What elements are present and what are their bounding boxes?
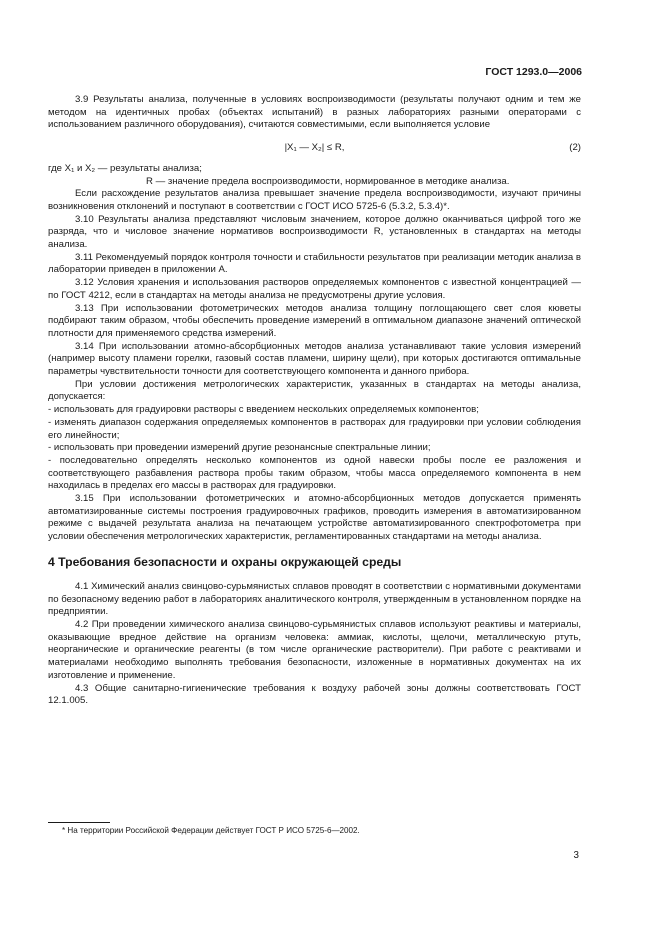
paragraph-4-1: 4.1 Химический анализ свинцово-сурьмянистых сплавов проводят в соответствии с нормативными документами по безопасному ведению работ в лабораториях аналитического контроля, утвержденным в установленном порядке на предприятии. <box>48 580 581 618</box>
document-header: ГОСТ 1293.0—2006 <box>485 66 582 78</box>
list-item: - использовать для градуировки растворы с введением нескольких определяемых компонентов; <box>48 404 479 416</box>
paragraph-3-12: 3.12 Условия хранения и использования растворов определяемых компонентов с известной концентрацией — по ГОСТ 4212, если в стандартах на методы анализа не предусмотрены другие условия. <box>48 277 581 301</box>
page-number: 3 <box>573 850 579 861</box>
formula-expression: |X₁ — X₂| ≤ R, <box>284 142 345 154</box>
paragraph-3-15: 3.15 При использовании фотометрических и атомно-абсорбционных методов допускается применять автоматизированные системы построения градуировочных графиков, проводить измерения в автоматизированном режиме с выдачей результата анализа на печатающем устройстве автоматизированного спектрофотометра при условии обеспечения метрологических характеристик, регламентированных стандартами на методы анализа. <box>48 493 581 543</box>
definition-x: где X₁ и X₂ — результаты анализа; <box>48 162 202 174</box>
paragraph-3-10: 3.10 Результаты анализа представляют числовым значением, которое должно оканчиваться цифрой того же разряда, что и числовое значение нормативов воспроизводимости R, установленных в стандартах на методы анализа. <box>48 213 581 251</box>
paragraph-3-11: 3.11 Рекомендуемый порядок контроля точности и стабильности результатов при реализации методик анализа в лаборатории приведен в приложении А. <box>48 251 581 276</box>
page-body <box>48 94 581 708</box>
section-4-title: 4 Требования безопасности и охраны окружающей среды <box>48 554 402 569</box>
footnote-divider <box>48 822 110 823</box>
paragraph-3-14: 3.14 При использовании атомно-абсорбционных методов анализа устанавливают такие условия измерений (например высоту пламени горелки, газовый состав пламени, ширину щели), при которых достигаются оптимальные параметры чувствительности точности для соответствующего компонента и данного прибора. <box>48 340 581 378</box>
list-item: - последовательно определять несколько компонентов из одной навески пробы после ее разложения и соответствующего разбавления раствора пробы таким образом, чтобы масса определяемого компонента в нем находилась в пределах его массы в растворах для градуировки. <box>48 454 581 492</box>
paragraph-3-14b: При условии достижения метрологических характеристик, указанных в стандартах на методы анализа, допускается: <box>48 378 581 403</box>
paragraph-4-2: 4.2 При проведении химического анализа свинцово-сурьмянистых сплавов используют реактивы и материалы, оказывающие вредное действие на организм человека: аммиак, кислоты, щелочи, металлическую ртуть, неорганические и органические реагенты (в том числе органические растворители). При работе с реактивами и материалами необходимо выполнять требования безопасности, изложенные в нормативных документах на их изготовление и применение. <box>48 619 581 681</box>
definition-r: R — значение предела воспроизводимости, нормированное в методике анализа. <box>146 175 510 187</box>
list-item: - изменять диапазон содержания определяемых компонентов в растворах для градуировки при условии соблюдения его линейности; <box>48 416 581 441</box>
paragraph-3-9: 3.9 Результаты анализа, полученные в условиях воспроизводимости (результаты получают одним и тем же методом на идентичных пробах (объектах испытаний) в разных лабораториях разными операторами с использованием различного оборудования), считаются совместимыми, если выполняется условие <box>48 94 581 131</box>
footnote: * На территории Российской Федерации действует ГОСТ Р ИСО 5725-6—2002. <box>62 826 360 835</box>
paragraph-4-3: 4.3 Общие санитарно-гигиенические требования к воздуху рабочей зоны должны соответствовать ГОСТ 12.1.005. <box>48 682 581 707</box>
formula-2 <box>48 142 581 155</box>
paragraph-3-9b: Если расхождение результатов анализа превышает значение предела воспроизводимости, изучают причины возникновения отклонений и поступают в соответствии с ГОСТ ИСО 5725-6 (5.3.2, 5.3.4)*. <box>48 188 581 212</box>
formula-number: (2) <box>569 142 581 154</box>
list-item: - использовать при проведении измерений другие резонансные спектральные линии; <box>48 442 431 454</box>
paragraph-3-13: 3.13 При использовании фотометрических методов анализа толщину поглощающего свет слоя кюветы подбирают таким образом, чтобы обеспечить проведение измерений в оптимальном диапазоне значений оптической плотности для применяемого средства измерений. <box>48 302 581 339</box>
